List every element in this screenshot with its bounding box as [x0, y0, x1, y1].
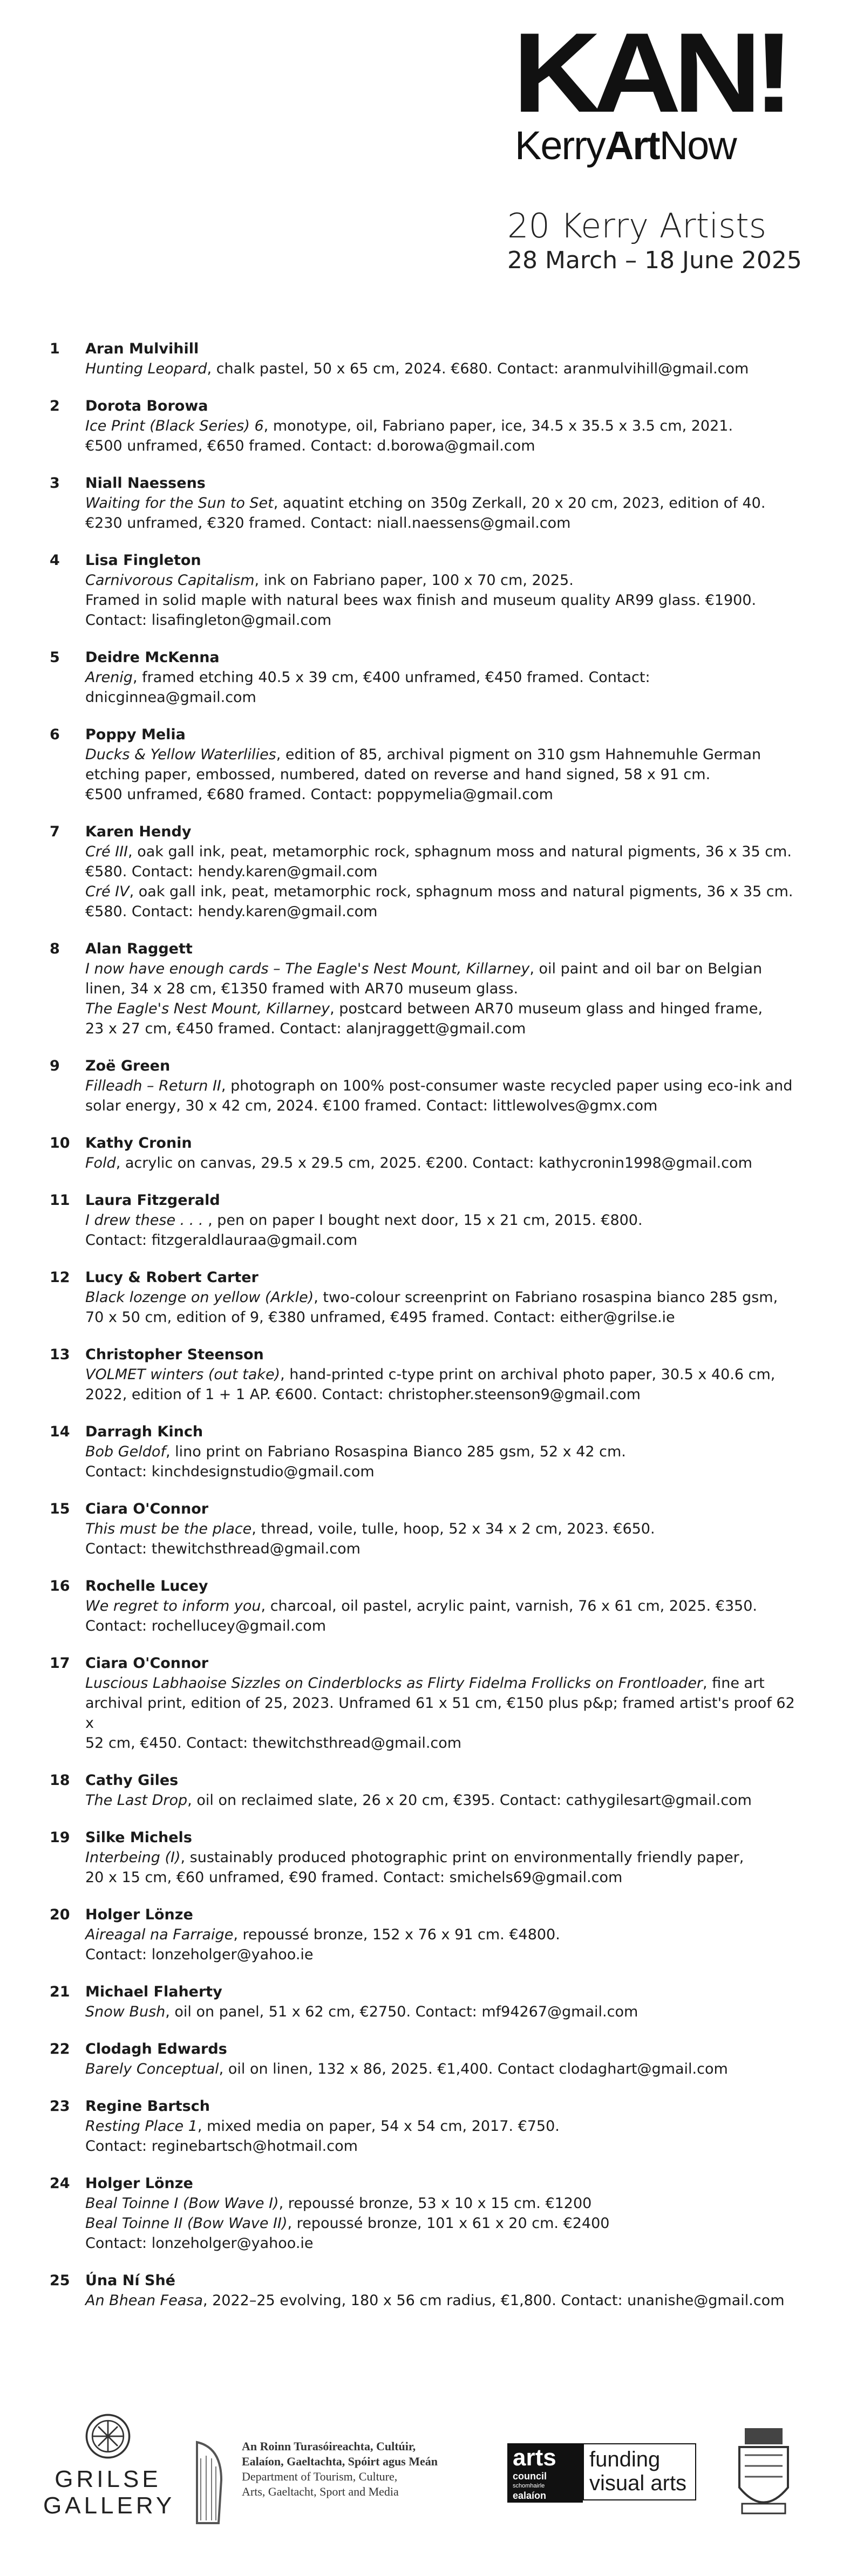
artwork-details: , hand-printed c-type print on archival photo paper, 30.5 x 40.6 cm, — [280, 1366, 776, 1383]
artwork-entry — [50, 550, 805, 630]
artwork-title: The Last Drop — [85, 1792, 188, 1809]
kerry-crest-icon — [723, 2423, 804, 2525]
artist-name: Ciara O'Connor — [85, 1655, 209, 1672]
arts-council-badge — [507, 2443, 583, 2503]
artwork-details: Contact: fitzgeraldlauraa@gmail.com — [85, 1232, 358, 1249]
grilse-gallery-logo — [43, 2412, 173, 2519]
artwork-title: Ice Print (Black Series) 6 — [85, 418, 264, 434]
artwork-details: 23 x 27 cm, €450 framed. Contact: alanjraggett@gmail.com — [85, 1020, 526, 1037]
artwork-details: archival print, edition of 25, 2023. Unframed 61 x 51 cm, €150 plus p&p; framed artist's proof 62 x — [85, 1695, 795, 1732]
artwork-title: This must be the place — [85, 1521, 252, 1537]
artwork-details: , oak gall ink, peat, metamorphic rock, sphagnum moss and natural pigments, 36 x 35 cm. — [128, 843, 792, 860]
entry-number: 5 — [50, 649, 60, 666]
artwork-entry — [50, 1828, 805, 1887]
artwork-details: Contact: kinchdesignstudio@gmail.com — [85, 1463, 375, 1480]
artwork-entry — [50, 1422, 805, 1482]
artwork-title: Resting Place 1 — [85, 2118, 198, 2135]
artwork-details: , fine art — [703, 1675, 765, 1692]
exhibition-header — [507, 208, 802, 274]
artwork-details: 20 x 15 cm, €60 unframed, €90 framed. Contact: smichels69@gmail.com — [85, 1869, 623, 1886]
artwork-entry — [50, 1576, 805, 1636]
artwork-title: Aireagal na Farraige — [85, 1926, 234, 1943]
entry-number: 17 — [50, 1655, 70, 1672]
artwork-details: 2022, edition of 1 + 1 AP. €600. Contact: christopher.steenson9@gmail.com — [85, 1386, 641, 1403]
entry-number: 14 — [50, 1423, 70, 1440]
artwork-entry — [50, 2271, 805, 2311]
artwork-entry — [50, 1770, 805, 1810]
funding-word: funding — [589, 2448, 661, 2471]
artwork-description — [85, 1230, 805, 1250]
artwork-entry — [50, 725, 805, 805]
artwork-details: , mixed media on paper, 54 x 54 cm, 2017. €750. — [197, 2118, 560, 2135]
entry-number: 22 — [50, 2041, 70, 2057]
artwork-title: Barely Conceptual — [85, 2061, 219, 2077]
entry-number: 9 — [50, 1058, 60, 1074]
artwork-details: etching paper, embossed, numbered, dated on reverse and hand signed, 58 x 91 cm. — [85, 766, 711, 783]
entry-number: 24 — [50, 2175, 70, 2192]
artwork-details: , two-colour screenprint on Fabriano rosaspina bianco 285 gsm, — [314, 1289, 778, 1306]
artwork-entry — [50, 396, 805, 456]
artwork-details: Contact: thewitchsthread@gmail.com — [85, 1541, 361, 1557]
artwork-title: Snow Bush — [85, 2003, 166, 2020]
artwork-title: I drew these . . . — [85, 1212, 203, 1229]
artwork-description — [85, 1673, 805, 1693]
artwork-title: Luscious Labhaoise Sizzles on Cinderblocks as Flirty Fidelma Frollicks on Frontloader — [85, 1675, 703, 1692]
artist-name: Niall Naessens — [85, 475, 206, 492]
artwork-description — [85, 745, 805, 765]
visual-arts-word: visual arts — [589, 2471, 687, 2495]
entry-number: 15 — [50, 1501, 70, 1517]
artwork-description — [85, 1442, 805, 1462]
entry-number: 21 — [50, 1984, 70, 2000]
logo-kan-text: KAN! — [513, 9, 786, 136]
logo-subtitle — [515, 123, 736, 168]
artist-name: Silke Michels — [85, 1829, 192, 1846]
arts-word: arts — [513, 2444, 556, 2471]
artwork-description — [85, 416, 805, 436]
artist-name: Ciara O'Connor — [85, 1501, 209, 1517]
artwork-description — [85, 1596, 805, 1616]
artwork-details: 70 x 50 cm, edition of 9, €380 unframed, €495 framed. Contact: either@grilse.ie — [85, 1309, 675, 1326]
department-logo — [189, 2434, 491, 2541]
artist-name: Dorota Borowa — [85, 398, 208, 414]
artwork-description — [85, 1539, 805, 1559]
artwork-entry — [50, 1499, 805, 1559]
artwork-title: Bob Geldof — [85, 1443, 166, 1460]
artwork-list — [50, 339, 805, 2328]
artwork-details: €580. Contact: hendy.karen@gmail.com — [85, 903, 378, 920]
entry-number: 2 — [50, 398, 60, 414]
entry-number: 13 — [50, 1346, 70, 1363]
artist-name: Holger Lönze — [85, 1906, 193, 1923]
schomhairle-word: schomhairle — [513, 2483, 545, 2489]
artwork-title: Cré IV — [85, 883, 130, 900]
artwork-description — [85, 765, 805, 785]
artwork-description — [85, 902, 805, 922]
artwork-details: , postcard between AR70 museum glass and hinged frame, — [330, 1000, 763, 1017]
artwork-description — [85, 359, 805, 379]
artwork-entry — [50, 1982, 805, 2022]
artwork-description — [85, 1307, 805, 1327]
artwork-title: The Eagle's Nest Mount, Killarney — [85, 1000, 330, 1017]
artist-name: Regine Bartsch — [85, 2098, 210, 2115]
artwork-title: An Bhean Feasa — [85, 2292, 203, 2309]
artist-name: Lucy & Robert Carter — [85, 1269, 259, 1286]
artwork-details: , acrylic on canvas, 29.5 x 29.5 cm, 2025. €200. Contact: kathycronin1998@gmail.com — [115, 1155, 752, 1171]
entry-number: 12 — [50, 1269, 70, 1286]
ealaion-word: ealaíon — [513, 2490, 547, 2501]
dept-irish-2: Ealaíon, Gaeltachta, Spóirt agus Meán — [242, 2455, 438, 2468]
artist-name: Cathy Giles — [85, 1772, 179, 1789]
artwork-description — [85, 570, 805, 590]
artwork-description — [85, 1365, 805, 1385]
artwork-description — [85, 1733, 805, 1753]
artist-name: Holger Lönze — [85, 2175, 193, 2192]
entry-number: 18 — [50, 1772, 70, 1789]
artwork-description — [85, 1385, 805, 1405]
artwork-description — [85, 1287, 805, 1307]
artwork-description — [85, 493, 805, 513]
artwork-title: Ducks & Yellow Waterlilies — [85, 746, 276, 763]
artwork-details: , sustainably produced photographic print on environmentally friendly paper, — [180, 1849, 744, 1866]
artwork-description — [85, 513, 805, 533]
artwork-details: , 2022–25 evolving, 180 x 56 cm radius, €1,800. Contact: unanishe@gmail.com — [202, 2292, 785, 2309]
artwork-title: Cré III — [85, 843, 128, 860]
artwork-entry — [50, 2173, 805, 2253]
entry-number: 23 — [50, 2098, 70, 2115]
arts-council-logo — [507, 2443, 696, 2503]
artwork-details: , oil paint and oil bar on Belgian — [529, 960, 763, 977]
artwork-entry — [50, 1653, 805, 1753]
artwork-details: , oil on panel, 51 x 62 cm, €2750. Contact: mf94267@gmail.com — [165, 2003, 638, 2020]
artwork-description — [85, 959, 805, 979]
entry-number: 6 — [50, 726, 60, 743]
artist-name: Lisa Fingleton — [85, 552, 201, 569]
artwork-description — [85, 882, 805, 902]
dept-english-2: Arts, Gaeltacht, Sport and Media — [242, 2485, 399, 2498]
artwork-details: , oil on reclaimed slate, 26 x 20 cm, €395. Contact: cathygilesart@gmail.com — [187, 1792, 752, 1809]
entry-number: 16 — [50, 1578, 70, 1594]
artwork-details: Contact: lonzeholger@yahoo.ie — [85, 2235, 314, 2252]
entry-number: 10 — [50, 1135, 70, 1151]
artwork-title: Carnivorous Capitalism — [85, 572, 255, 589]
artwork-description — [85, 1790, 805, 1810]
artwork-description — [85, 1616, 805, 1636]
artwork-details: Contact: lonzeholger@yahoo.ie — [85, 1946, 314, 1963]
artwork-details: Framed in solid maple with natural bees wax finish and museum quality AR99 glass. €1900. — [85, 592, 757, 609]
artwork-description — [85, 842, 805, 862]
artist-name: Kathy Cronin — [85, 1135, 192, 1151]
artist-name: Deidre McKenna — [85, 649, 220, 666]
artwork-entry — [50, 1345, 805, 1405]
artwork-description — [85, 1848, 805, 1868]
artist-name: Rochelle Lucey — [85, 1578, 208, 1594]
artist-name: Úna Ní Shé — [85, 2272, 175, 2289]
artwork-entry — [50, 2039, 805, 2079]
artwork-details: , chalk pastel, 50 x 65 cm, 2024. €680. Contact: aranmulvihill@gmail.com — [207, 360, 749, 377]
arts-council-words — [513, 2471, 547, 2500]
artwork-entry — [50, 1133, 805, 1173]
artwork-details: €580. Contact: hendy.karen@gmail.com — [85, 863, 378, 880]
artwork-details: €230 unframed, €320 framed. Contact: niall.naessens@gmail.com — [85, 515, 571, 531]
artist-name: Poppy Melia — [85, 726, 186, 743]
artwork-description — [85, 667, 805, 707]
entry-number: 25 — [50, 2272, 70, 2289]
entry-number: 20 — [50, 1906, 70, 1923]
artwork-description — [85, 1462, 805, 1482]
grilse-line-1: GRILSE — [55, 2466, 161, 2492]
artwork-description — [85, 2002, 805, 2022]
artwork-description — [85, 436, 805, 456]
artwork-title: Arenig — [85, 669, 133, 686]
artwork-details: , oil on linen, 132 x 86, 2025. €1,400. Contact clodaghart@gmail.com — [219, 2061, 728, 2077]
artist-name: Karen Hendy — [85, 823, 192, 840]
artwork-title: I now have enough cards – The Eagle's Nest Mount, Killarney — [85, 960, 530, 977]
artwork-details: Contact: rochellucey@gmail.com — [85, 1618, 327, 1634]
artwork-title: Fold — [85, 1155, 116, 1171]
artwork-title: Beal Toinne II (Bow Wave II) — [85, 2215, 288, 2232]
logo-art: Art — [604, 123, 659, 168]
sponsor-footer — [0, 2412, 850, 2574]
artwork-details: , charcoal, oil pastel, acrylic paint, varnish, 76 x 61 cm, 2025. €350. — [261, 1598, 757, 1614]
entry-number: 8 — [50, 941, 60, 957]
artwork-details: €500 unframed, €650 framed. Contact: d.borowa@gmail.com — [85, 438, 535, 454]
artwork-description — [85, 2136, 805, 2156]
kerry-art-now-logo — [507, 9, 799, 168]
artwork-title: Interbeing (I) — [85, 1849, 181, 1866]
artist-name: Zoë Green — [85, 1058, 171, 1074]
artwork-entry — [50, 939, 805, 1039]
artwork-entry — [50, 822, 805, 922]
artwork-entry — [50, 648, 805, 707]
entry-number: 11 — [50, 1192, 70, 1209]
dept-irish-1: An Roinn Turasóireachta, Cultúir, — [242, 2439, 416, 2453]
artist-name: Darragh Kinch — [85, 1423, 203, 1440]
artist-name: Michael Flaherty — [85, 1984, 222, 2000]
artwork-entry — [50, 473, 805, 533]
artwork-details: Contact: lisafingleton@gmail.com — [85, 612, 332, 629]
artwork-description — [85, 979, 805, 999]
artwork-details: , framed etching 40.5 x 39 cm, €400 unframed, €450 framed. Contact: dnicginnea@gmail.com — [85, 669, 650, 706]
exhibition-title: 20 Kerry Artists — [507, 206, 767, 246]
artwork-title: Black lozenge on yellow (Arkle) — [85, 1289, 314, 1306]
artwork-details: , repoussé bronze, 53 x 10 x 15 cm. €1200 — [278, 2195, 592, 2212]
artist-name: Clodagh Edwards — [85, 2041, 227, 2057]
artwork-details: , monotype, oil, Fabriano paper, ice, 34.5 x 35.5 x 3.5 cm, 2021. — [263, 418, 733, 434]
artwork-description — [85, 590, 805, 610]
artwork-details: solar energy, 30 x 42 cm, 2024. €100 framed. Contact: littlewolves@gmx.com — [85, 1098, 658, 1114]
artwork-description — [85, 1945, 805, 1965]
artwork-description — [85, 2213, 805, 2233]
artwork-title: We regret to inform you — [85, 1598, 261, 1614]
artwork-details: , repoussé bronze, 152 x 76 x 91 cm. €4800. — [233, 1926, 560, 1943]
funding-visual-arts — [583, 2443, 696, 2500]
artwork-details: , edition of 85, archival pigment on 310 gsm Hahnemuhle German — [276, 746, 761, 763]
grilse-line-2: GALLERY — [43, 2492, 175, 2519]
artwork-details: , photograph on 100% post-consumer waste recycled paper using eco-ink and — [221, 1078, 793, 1094]
artwork-title: VOLMET winters (out take) — [85, 1366, 281, 1383]
artwork-description — [85, 1925, 805, 1945]
artwork-entry — [50, 1056, 805, 1116]
artwork-description — [85, 1693, 805, 1733]
artist-name: Christopher Steenson — [85, 1346, 264, 1363]
artwork-description — [85, 2059, 805, 2079]
artwork-title: Waiting for the Sun to Set — [85, 495, 274, 512]
artist-name: Aran Mulvihill — [85, 340, 199, 357]
artwork-description — [85, 2193, 805, 2213]
artwork-description — [85, 1210, 805, 1230]
artwork-details: , ink on Fabriano paper, 100 x 70 cm, 2025. — [254, 572, 574, 589]
artwork-details: Contact: reginebartsch@hotmail.com — [85, 2138, 358, 2155]
artwork-entry — [50, 339, 805, 379]
artwork-entry — [50, 2096, 805, 2156]
department-text — [242, 2439, 438, 2499]
artwork-details: €500 unframed, €680 framed. Contact: poppymelia@gmail.com — [85, 786, 553, 803]
entry-number: 4 — [50, 552, 60, 569]
artwork-details: , oak gall ink, peat, metamorphic rock, sphagnum moss and natural pigments, 36 x 35 cm. — [129, 883, 793, 900]
artwork-entry — [50, 1905, 805, 1965]
logo-now: Now — [659, 123, 736, 168]
harp-icon — [189, 2437, 227, 2529]
artwork-details: , thread, voile, tulle, hoop, 52 x 34 x 2 cm, 2023. €650. — [251, 1521, 655, 1537]
artwork-description — [85, 1019, 805, 1039]
artwork-details: linen, 34 x 28 cm, €1350 framed with AR70 museum glass. — [85, 980, 519, 997]
artwork-entry — [50, 1190, 805, 1250]
artwork-description — [85, 2116, 805, 2136]
artwork-title: Filleadh – Return II — [85, 1078, 221, 1094]
artist-name: Alan Raggett — [85, 941, 193, 957]
entry-number: 19 — [50, 1829, 70, 1846]
council-word: council — [513, 2471, 547, 2482]
logo-kerry: Kerry — [515, 123, 605, 168]
artwork-title: Hunting Leopard — [85, 360, 207, 377]
artwork-description — [85, 1868, 805, 1887]
artwork-description — [85, 1076, 805, 1096]
artwork-details: , pen on paper I bought next door, 15 x 21 cm, 2015. €800. — [203, 1212, 643, 1229]
exhibition-dates: 28 March – 18 June 2025 — [507, 247, 802, 275]
artwork-entry — [50, 1267, 805, 1327]
artwork-details: , aquatint etching on 350g Zerkall, 20 x 20 cm, 2023, edition of 40. — [273, 495, 766, 512]
artwork-details: , lino print on Fabriano Rosaspina Bianco 285 gsm, 52 x 42 cm. — [165, 1443, 626, 1460]
artwork-description — [85, 862, 805, 882]
artwork-description — [85, 1096, 805, 1116]
artwork-details: 52 cm, €450. Contact: thewitchsthread@gmail.com — [85, 1735, 462, 1752]
entry-number: 7 — [50, 823, 60, 840]
grilse-knot-icon — [84, 2412, 132, 2461]
artwork-description — [85, 999, 805, 1019]
artwork-description — [85, 1153, 805, 1173]
entry-number: 3 — [50, 475, 60, 492]
entry-number: 1 — [50, 340, 60, 357]
artwork-details: , repoussé bronze, 101 x 61 x 20 cm. €2400 — [287, 2215, 610, 2232]
artwork-description — [85, 2233, 805, 2253]
artwork-description — [85, 610, 805, 630]
artwork-title: Beal Toinne I (Bow Wave I) — [85, 2195, 279, 2212]
artwork-description — [85, 2291, 805, 2311]
artwork-description — [85, 1519, 805, 1539]
artist-name: Laura Fitzgerald — [85, 1192, 220, 1209]
artwork-description — [85, 785, 805, 805]
dept-english-1: Department of Tourism, Culture, — [242, 2470, 398, 2483]
